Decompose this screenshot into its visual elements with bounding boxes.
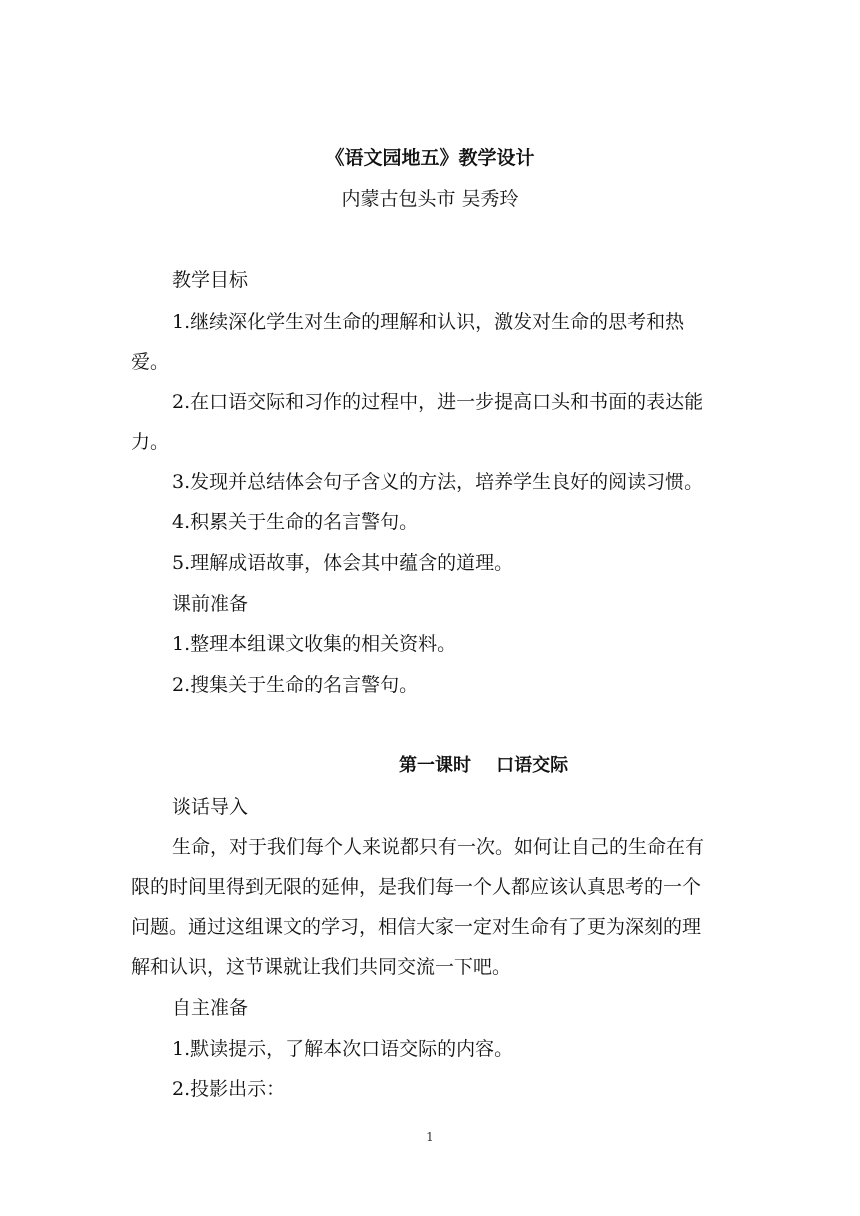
intro-heading: 谈话导入	[172, 796, 249, 818]
self-prep-item: 2.投影出示：	[172, 1078, 286, 1100]
objective-line: 2.在口语交际和习作的过程中，进一步提高口头和书面的表达能	[172, 391, 704, 413]
self-prep-heading: 自主准备	[172, 997, 249, 1019]
objective-line: 4.积累关于生命的名言警句。	[172, 511, 419, 533]
prep-heading: 课前准备	[172, 593, 249, 615]
objective-line: 1.继续深化学生对生命的理解和认识，激发对生命的思考和热	[172, 311, 685, 333]
objective-line: 3.发现并总结体会句子含义的方法，培养学生良好的阅读习惯。	[172, 471, 704, 493]
intro-line: 解和认识，这节课就让我们共同交流一下吧。	[131, 956, 512, 978]
intro-line: 生命，对于我们每个人来说都只有一次。如何让自己的生命在有	[172, 836, 705, 858]
self-prep-item: 1.默读提示，了解本次口语交际的内容。	[172, 1038, 514, 1060]
objective-line: 5.理解成语故事，体会其中蕴含的道理。	[172, 552, 514, 574]
page-number: 1	[426, 1130, 434, 1144]
intro-line: 限的时间里得到无限的延伸，是我们每一个人都应该认真思考的一个	[131, 876, 702, 898]
lesson-heading: 第一课时 口语交际	[399, 755, 569, 776]
objective-line: 力。	[131, 431, 170, 453]
prep-item: 2.搜集关于生命的名言警句。	[172, 674, 419, 696]
objective-line: 爱。	[131, 351, 170, 373]
intro-line: 问题。通过这组课文的学习，相信大家一定对生命有了更为深刻的理	[131, 916, 702, 938]
prep-item: 1.整理本组课文收集的相关资料。	[172, 633, 457, 655]
document-title: 《语文园地五》教学设计	[325, 147, 535, 169]
document-author: 内蒙古包头市 吴秀玲	[341, 188, 519, 210]
objectives-heading: 教学目标	[172, 269, 249, 291]
